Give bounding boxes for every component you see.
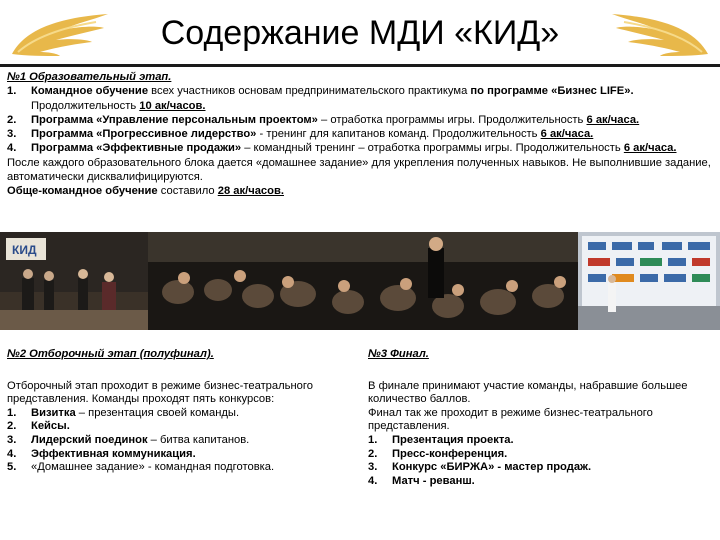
- stage-photo-image: [0, 232, 148, 330]
- list-item-part: Программа «Эффективные продажи»: [31, 142, 242, 155]
- stage1-after-text: После каждого образовательного блока дается «домашнее задание» для укрепления полученных навыков. Не выполнившие задание, автоматически дисквалифицируются.: [7, 156, 711, 184]
- list-item-number: 4.: [7, 447, 17, 460]
- stage1-heading: №1 Образовательный этап.: [7, 71, 172, 83]
- list-item-text: [31, 461, 327, 475]
- list-item: [7, 141, 715, 155]
- stage3-list: [368, 434, 713, 488]
- list-item-part: всех участников основам предпринимательского практикума: [148, 85, 471, 98]
- stage2-intro: Отборочный этап проходит в режиме бизнес-театрального представления. Команды проходят пять конкурсов:: [7, 379, 313, 406]
- list-item-number: 4.: [368, 474, 378, 487]
- list-item: [7, 407, 327, 421]
- list-item-number: 1.: [7, 85, 17, 98]
- list-item: [368, 461, 713, 475]
- list-item-text: [392, 434, 713, 448]
- list-item-text: [392, 461, 713, 475]
- photo-strip: [0, 232, 720, 330]
- list-item: [368, 448, 713, 462]
- list-item-text: [31, 434, 327, 448]
- list-item-number: 1.: [7, 406, 17, 419]
- list-item-bold: Конкурс «БИРЖА» - мастер продаж.: [392, 461, 592, 474]
- list-item-part: – командный тренинг – отработка программы игры. Продолжительность: [241, 142, 624, 155]
- list-item-bold: Пресс-конференция.: [392, 447, 508, 460]
- stage1-section: [7, 70, 715, 199]
- list-item: [368, 475, 713, 489]
- stage2-heading: №2 Отборочный этап (полуфинал).: [7, 348, 214, 360]
- list-item-bold: Кейсы.: [31, 420, 70, 433]
- list-item-number: 2.: [7, 420, 17, 433]
- list-item-part: Продолжительность: [31, 99, 140, 112]
- audience-photo-image: [148, 232, 578, 330]
- stage3-heading: №3 Финал.: [368, 348, 429, 360]
- list-item-number: 5.: [7, 461, 17, 474]
- page-title: Содержание МДИ «КИД»: [160, 14, 560, 52]
- stage3-intro-2: Финал так же проходит в режиме бизнес-театрального представления.: [368, 406, 653, 433]
- stage3-intro-1: В финале принимают участие команды, набравшие большее количество баллов.: [368, 379, 688, 406]
- list-item-text: [31, 420, 327, 434]
- banner-photo-image: [578, 232, 720, 330]
- stage1-list: [7, 84, 715, 155]
- list-item-text: [31, 84, 715, 113]
- list-item-part: 6 ак/часа.: [540, 128, 594, 141]
- stage2-list: [7, 407, 327, 475]
- list-item-part: – отработка программы игры. Продолжительность: [317, 113, 587, 126]
- stage1-total-label: Обще-командное обучение: [7, 185, 158, 198]
- stage1-total-mid: составило: [157, 185, 218, 198]
- list-item-part: 6 ак/часа.: [623, 142, 677, 155]
- list-item: [368, 434, 713, 448]
- list-item-part: - тренинг для капитанов команд. Продолжительность: [256, 128, 541, 141]
- list-item-text: [31, 113, 715, 127]
- list-item-part: 6 ак/часа.: [586, 113, 640, 126]
- list-item-text: [392, 448, 713, 462]
- list-item: [7, 113, 715, 127]
- list-item-rest: – презентация своей команды.: [75, 406, 240, 419]
- list-item-number: 4.: [7, 142, 17, 155]
- list-item-part: Программа «Прогрессивное лидерство»: [31, 128, 257, 141]
- stage3-section: [368, 348, 713, 488]
- list-item-number: 3.: [7, 128, 17, 141]
- list-item-text: [392, 475, 713, 489]
- list-item: [7, 84, 715, 113]
- list-item-text: [31, 407, 327, 421]
- list-item-bold: Лидерский поединок: [31, 433, 148, 446]
- list-item: [7, 461, 327, 475]
- list-item: [7, 434, 327, 448]
- list-item-bold: Матч - реванш.: [392, 474, 475, 487]
- list-item-part: 10 ак/часов.: [139, 99, 206, 112]
- list-item-rest: «Домашнее задание» - командная подготовка.: [31, 461, 275, 474]
- title-divider: [0, 64, 720, 67]
- list-item-part: Программа «Управление персональным проектом»: [31, 113, 318, 126]
- list-item-bold: Эффективная коммуникация.: [31, 447, 196, 460]
- stage1-total-value: 28 ак/часов.: [217, 185, 284, 198]
- list-item-number: 3.: [7, 433, 17, 446]
- list-item-text: [31, 448, 327, 462]
- list-item: [7, 420, 327, 434]
- list-item-number: 3.: [368, 461, 378, 474]
- list-item-bold: Визитка: [31, 406, 76, 419]
- list-item-text: [31, 141, 715, 155]
- stage2-section: [7, 348, 327, 475]
- list-item: [7, 127, 715, 141]
- list-item-number: 1.: [368, 433, 378, 446]
- photo-logo-text: КИД: [12, 243, 37, 257]
- list-item-rest: – битва капитанов.: [147, 433, 250, 446]
- stage1-total: [7, 184, 715, 198]
- list-item-part: по программе «Бизнес LIFE».: [470, 85, 634, 98]
- list-item-text: [31, 127, 715, 141]
- list-item: [7, 448, 327, 462]
- list-item-bold: Презентация проекта.: [392, 433, 514, 446]
- list-item-part: Командное обучение: [31, 85, 149, 98]
- list-item-number: 2.: [368, 447, 378, 460]
- list-item-number: 2.: [7, 113, 17, 126]
